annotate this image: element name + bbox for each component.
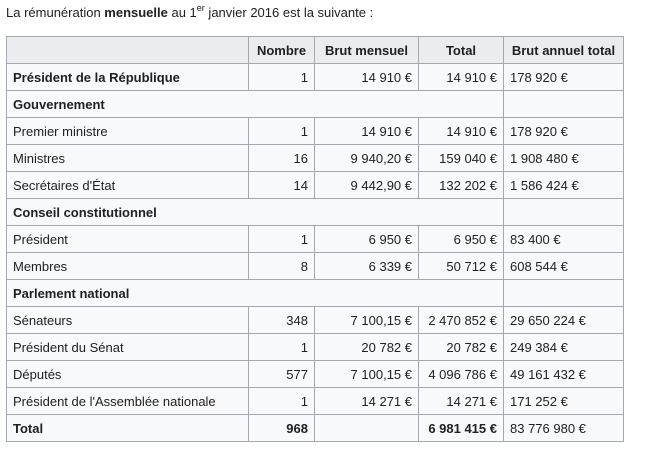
cell-total: 159 040 €	[419, 145, 504, 172]
intro-part-3: janvier 2016 est la suivante :	[204, 5, 374, 20]
row-label: Premier ministre	[7, 118, 249, 145]
cell-total: 6 950 €	[419, 226, 504, 253]
cell-total: 132 202 €	[419, 172, 504, 199]
cell-nombre: 1	[249, 226, 315, 253]
cell-total: 2 470 852 €	[419, 307, 504, 334]
cell-nombre: 577	[249, 361, 315, 388]
cell-brut-annuel-total: 178 920 €	[504, 64, 624, 91]
section-empty-cell	[504, 280, 624, 307]
cell-brut-mensuel: 6 339 €	[315, 253, 419, 280]
section-empty-cell	[504, 91, 624, 118]
cell-brut-mensuel: 7 100,15 €	[315, 361, 419, 388]
cell-total: 14 271 €	[419, 388, 504, 415]
table-row	[7, 361, 624, 388]
cell-brut-annuel-total: 178 920 €	[504, 118, 624, 145]
section-row	[7, 199, 624, 226]
header-row	[7, 37, 624, 64]
cell-brut-mensuel: 6 950 €	[315, 226, 419, 253]
table-row	[7, 64, 624, 91]
row-label: Président	[7, 226, 249, 253]
cell-total: 4 096 786 €	[419, 361, 504, 388]
cell-brut-annuel-total: 49 161 432 €	[504, 361, 624, 388]
cell-nombre: 968	[249, 415, 315, 442]
total-row	[7, 415, 624, 442]
cell-nombre: 1	[249, 388, 315, 415]
cell-brut-annuel-total: 249 384 €	[504, 334, 624, 361]
cell-total: 20 782 €	[419, 334, 504, 361]
cell-nombre: 14	[249, 172, 315, 199]
table-row	[7, 307, 624, 334]
cell-brut-mensuel: 9 940,20 €	[315, 145, 419, 172]
row-label: Secrétaires d'État	[7, 172, 249, 199]
intro-part-2: au 1	[167, 5, 197, 20]
cell-brut-mensuel: 9 442,90 €	[315, 172, 419, 199]
section-empty-cell	[504, 199, 624, 226]
intro-bold: mensuelle	[104, 5, 168, 20]
cell-total: 14 910 €	[419, 118, 504, 145]
cell-nombre: 8	[249, 253, 315, 280]
row-label: Total	[7, 415, 249, 442]
cell-nombre: 1	[249, 64, 315, 91]
cell-total: 14 910 €	[419, 64, 504, 91]
table-row	[7, 118, 624, 145]
cell-brut-mensuel: 14 910 €	[315, 118, 419, 145]
table-row	[7, 226, 624, 253]
cell-brut-mensuel: 7 100,15 €	[315, 307, 419, 334]
header-brut-annuel-total: Brut annuel total	[504, 37, 624, 64]
cell-brut-annuel-total: 83 776 980 €	[504, 415, 624, 442]
table-row	[7, 145, 624, 172]
cell-brut-mensuel	[315, 415, 419, 442]
table-row	[7, 253, 624, 280]
section-row	[7, 280, 624, 307]
remuneration-table	[6, 36, 624, 442]
row-label: Président de la République	[7, 64, 249, 91]
intro-text	[6, 4, 373, 22]
intro-sup: er	[196, 2, 205, 13]
cell-brut-mensuel: 20 782 €	[315, 334, 419, 361]
section-label: Parlement national	[7, 280, 504, 307]
intro-part-1: La rémunération	[6, 5, 105, 20]
cell-nombre: 16	[249, 145, 315, 172]
row-label: Ministres	[7, 145, 249, 172]
table-row	[7, 388, 624, 415]
row-label: Président du Sénat	[7, 334, 249, 361]
cell-total: 50 712 €	[419, 253, 504, 280]
row-label: Membres	[7, 253, 249, 280]
cell-nombre: 348	[249, 307, 315, 334]
header-total: Total	[419, 37, 504, 64]
section-label: Gouvernement	[7, 91, 504, 118]
section-label: Conseil constitutionnel	[7, 199, 504, 226]
table-row	[7, 334, 624, 361]
header-empty	[7, 37, 249, 64]
cell-brut-annuel-total: 171 252 €	[504, 388, 624, 415]
row-label: Sénateurs	[7, 307, 249, 334]
cell-nombre: 1	[249, 334, 315, 361]
row-label: Président de l'Assemblée nationale	[7, 388, 249, 415]
cell-total: 6 981 415 €	[419, 415, 504, 442]
cell-brut-annuel-total: 1 908 480 €	[504, 145, 624, 172]
cell-brut-annuel-total: 608 544 €	[504, 253, 624, 280]
header-nombre: Nombre	[249, 37, 315, 64]
cell-brut-annuel-total: 83 400 €	[504, 226, 624, 253]
section-row	[7, 91, 624, 118]
cell-brut-mensuel: 14 271 €	[315, 388, 419, 415]
cell-brut-mensuel: 14 910 €	[315, 64, 419, 91]
row-label: Députés	[7, 361, 249, 388]
cell-nombre: 1	[249, 118, 315, 145]
table-row	[7, 172, 624, 199]
header-brut-mensuel: Brut mensuel	[315, 37, 419, 64]
cell-brut-annuel-total: 29 650 224 €	[504, 307, 624, 334]
cell-brut-annuel-total: 1 586 424 €	[504, 172, 624, 199]
